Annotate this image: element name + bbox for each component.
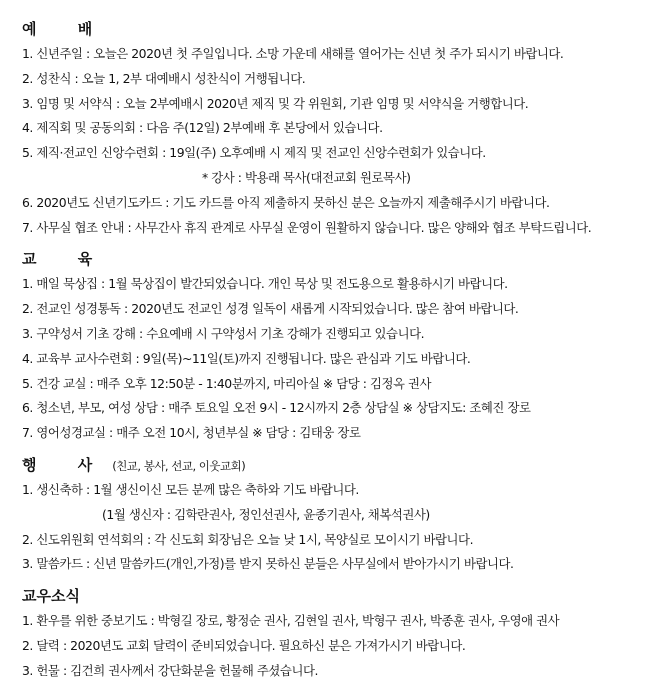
- member-news-item-3: 3. 헌물 : 김건희 권사께서 강단화분을 헌물해 주셨습니다.: [22, 662, 318, 678]
- section-subtitle-events: (친교, 봉사, 선교, 이웃교회): [112, 458, 246, 473]
- education-item-5: 5. 건강 교실 : 매주 오후 12:50분 - 1:40분까지, 마리아실 ※ 담당 : 김정옥 권사: [22, 375, 432, 391]
- education-item-6: 6. 청소년, 부모, 여성 상담 : 매주 토요일 오전 9시 - 12시까지 2층 상담실 ※ 상담지도: 조혜진 장로: [22, 400, 531, 416]
- section-heading-member-news: 교우소식: [22, 587, 80, 606]
- events-item-1-birthdays: (1월 생신자 : 김학란권사, 정인선권사, 윤종기권사, 채복석권사): [102, 506, 430, 522]
- member-news-item-2: 2. 달력 : 2020년도 교회 달력이 준비되었습니다. 필요하신 분은 가져가시기 바랍니다.: [22, 637, 466, 653]
- education-item-1: 1. 매일 묵상집 : 1월 묵상집이 발간되었습니다. 개인 묵상 및 전도용으로 활용하시기 바랍니다.: [22, 276, 508, 292]
- events-item-2: 2. 신도위원회 연석회의 : 각 신도회 회장님은 오늘 낮 1시, 목양실로 모이시기 바랍니다.: [22, 531, 474, 547]
- worship-item-6: 6. 2020년도 신년기도카드 : 기도 카드를 아직 제출하지 못하신 분은 오늘까지 제출해주시기 바랍니다.: [22, 194, 550, 210]
- events-item-3: 3. 말씀카드 : 신년 말씀카드(개인,가정)를 받지 못하신 분들은 사무실에서 받아가시기 바랍니다.: [22, 556, 514, 572]
- member-news-item-1: 1. 환우를 위한 중보기도 : 박형길 장로, 황정순 권사, 김현일 권사, 박형구 권사, 박종훈 권사, 우영애 권사: [22, 613, 560, 629]
- education-item-3: 3. 구약성서 기초 강해 : 수요예배 시 구약성서 기초 강해가 진행되고 있습니다.: [22, 325, 425, 341]
- worship-item-1: 1. 신년주일 : 오늘은 2020년 첫 주일입니다. 소망 가운데 새해를 열어가는 신년 첫 주가 되시기 바랍니다.: [22, 46, 564, 61]
- worship-item-5-speaker: * 강사 : 박용래 목사(대전교회 원로목사): [202, 169, 411, 185]
- section-heading-worship: 예 배: [22, 20, 111, 38]
- worship-item-4: 4. 제직회 및 공동의회 : 다음 주(12일) 2부예배 후 본당에서 있습니다.: [22, 120, 383, 136]
- education-item-7: 7. 영어성경교실 : 매주 오전 10시, 청년부실 ※ 담당 : 김태웅 장로: [22, 425, 361, 441]
- worship-item-5: 5. 제직·전교인 신앙수련회 : 19일(주) 오후예배 시 제직 및 전교인 신앙수련회가 있습니다.: [22, 145, 486, 161]
- education-item-2: 2. 전교인 성경통독 : 2020년도 전교인 성경 일독이 새롭게 시작되었습니다. 많은 참여 바랍니다.: [22, 301, 519, 317]
- education-item-4: 4. 교육부 교사수련회 : 9일(목)~11일(토)까지 진행됩니다. 많은 관심과 기도 바랍니다.: [22, 350, 471, 366]
- worship-item-3: 3. 임명 및 서약식 : 오늘 2부예배시 2020년 제직 및 각 위원회, 기관 임명 및 서약식을 거행합니다.: [22, 95, 529, 111]
- events-item-1: 1. 생신축하 : 1월 생신이신 모든 분께 많은 축하와 기도 바랍니다.: [22, 481, 359, 497]
- worship-item-7: 7. 사무실 협조 안내 : 사무간사 휴직 관계로 사무실 운영이 원활하지 않습니다. 많은 양해와 협조 부탁드립니다.: [22, 219, 592, 235]
- section-heading-events: 행 사 (친교, 봉사, 선교, 이웃교회): [22, 455, 246, 474]
- worship-item-2: 2. 성찬식 : 오늘 1, 2부 대예배시 성찬식이 거행됩니다.: [22, 70, 306, 86]
- section-heading-education: 교 육: [22, 250, 111, 269]
